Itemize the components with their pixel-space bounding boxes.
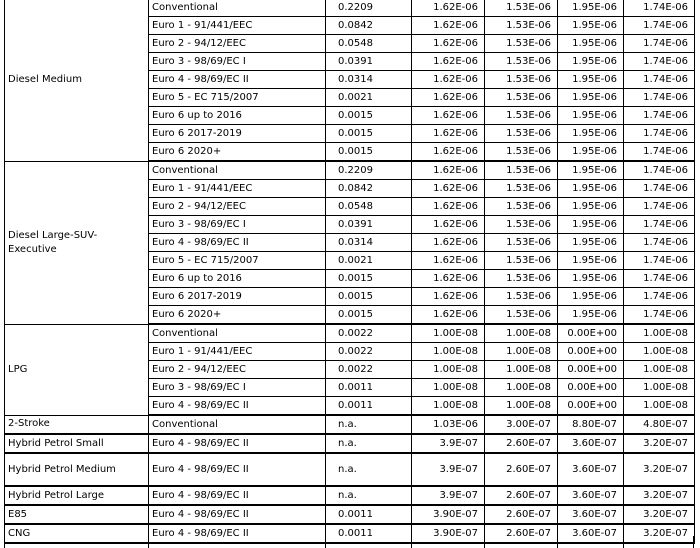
value-cell: 1.74E-06	[624, 143, 695, 162]
standard-cell: Conventional	[149, 0, 326, 17]
table-row	[5, 415, 695, 434]
value-cell: 1.74E-06	[624, 288, 695, 306]
value-cell: 1.53E-06	[485, 161, 558, 180]
vehicle-category-cell: E85	[5, 505, 149, 524]
value-cell: 3.20E-07	[624, 453, 695, 486]
value-cell: 1.62E-06	[412, 234, 485, 252]
value-cell: 1.00E-08	[412, 324, 485, 343]
standard-cell: Euro 4 - 98/69/EC II	[149, 71, 326, 89]
value-cell: 1.53E-06	[485, 71, 558, 89]
standard-cell: Euro 2 - 94/12/EEC	[149, 35, 326, 53]
value-cell: 1.00E-08	[412, 343, 485, 361]
standard-cell: Conventional	[149, 324, 326, 343]
value-cell: 1.00E-08	[624, 379, 695, 397]
standard-cell: Euro 4 - 98/69/EC II	[149, 524, 326, 543]
value-cell: 1.53E-06	[485, 35, 558, 53]
table-row	[5, 486, 695, 505]
factor-cell: 0.0015	[326, 107, 412, 125]
value-cell: 1.53E-06	[485, 180, 558, 198]
value-cell: 3.90E-07	[412, 524, 485, 543]
vehicle-category-cell: LPG	[5, 324, 149, 415]
value-cell: 1.95E-06	[558, 125, 624, 143]
value-cell: 1.74E-06	[624, 216, 695, 234]
value-cell: 4.80E-07	[624, 415, 695, 434]
value-cell: 1.74E-06	[624, 161, 695, 180]
factor-cell: n.a.	[326, 434, 412, 453]
vehicle-category-cell: Hybrid Petrol Medium	[5, 453, 149, 486]
factor-cell: 0.0548	[326, 198, 412, 216]
value-cell: 1.62E-06	[412, 35, 485, 53]
value-cell: 0.00E+00	[558, 343, 624, 361]
factor-cell: 0.0391	[326, 216, 412, 234]
value-cell: 1.95E-06	[558, 107, 624, 125]
value-cell: 3.9E-07	[412, 486, 485, 505]
value-cell: 1.62E-06	[412, 270, 485, 288]
value-cell: 1.53E-06	[485, 125, 558, 143]
value-cell: 0.00E+00	[558, 324, 624, 343]
factor-cell: 0.0015	[326, 270, 412, 288]
vehicle-category-cell: Hybrid Petrol Small	[5, 434, 149, 453]
value-cell: 1.00E-08	[485, 361, 558, 379]
factor-cell: 0.0021	[326, 89, 412, 107]
value-cell: 1.62E-06	[412, 198, 485, 216]
value-cell: 3.90E-07	[412, 505, 485, 524]
value-cell: 2.60E-07	[485, 486, 558, 505]
value-cell: 1.62E-06	[412, 0, 485, 17]
value-cell: 1.95E-06	[558, 161, 624, 180]
value-cell: 1.95E-06	[558, 270, 624, 288]
value-cell: 1.62E-06	[412, 107, 485, 125]
standard-cell: Euro 3 - 98/69/EC I	[149, 379, 326, 397]
factor-cell: 0.0391	[326, 53, 412, 71]
factor-cell: 0.0011	[326, 524, 412, 543]
standard-cell: Euro 4 - 98/69/EC II	[149, 505, 326, 524]
value-cell: 1.74E-06	[624, 234, 695, 252]
value-cell: 2.60E-07	[485, 505, 558, 524]
value-cell: 1.62E-06	[412, 161, 485, 180]
standard-cell: Euro 4 - 98/69/EC II	[149, 434, 326, 453]
value-cell: 1.00E-08	[624, 397, 695, 416]
factor-cell: 0.0842	[326, 180, 412, 198]
value-cell: 1.74E-06	[624, 71, 695, 89]
table-row	[5, 434, 695, 453]
value-cell: 1.00E-08	[412, 361, 485, 379]
value-cell: 1.03E-06	[412, 415, 485, 434]
value-cell: 1.74E-06	[624, 306, 695, 325]
factor-cell: 0.0015	[326, 306, 412, 325]
value-cell: 1.53E-06	[485, 234, 558, 252]
standard-cell: Euro 2 - 94/12/EEC	[149, 198, 326, 216]
vehicle-category-cell: CNG	[5, 524, 149, 543]
value-cell: 1.53E-06	[485, 107, 558, 125]
standard-cell: Euro 1 - 91/441/EEC	[149, 343, 326, 361]
emission-factor-table-container	[4, 0, 694, 544]
factor-cell: 0.0011	[326, 505, 412, 524]
value-cell: 1.53E-06	[485, 17, 558, 35]
factor-cell: 0.0548	[326, 35, 412, 53]
factor-cell: 0.0022	[326, 343, 412, 361]
factor-cell: 0.2209	[326, 0, 412, 17]
value-cell: 1.62E-06	[412, 216, 485, 234]
value-cell: 1.95E-06	[558, 71, 624, 89]
factor-cell: n.a.	[326, 486, 412, 505]
standard-cell: Euro 4 - 98/69/EC II	[149, 397, 326, 416]
value-cell: 1.95E-06	[558, 143, 624, 162]
value-cell: 1.62E-06	[412, 180, 485, 198]
value-cell: 1.74E-06	[624, 252, 695, 270]
value-cell: 1.00E-08	[624, 324, 695, 343]
standard-cell: Euro 3 - 98/69/EC I	[149, 216, 326, 234]
factor-cell: 0.0015	[326, 288, 412, 306]
value-cell: 2.60E-07	[485, 453, 558, 486]
table-row	[5, 161, 695, 180]
factor-cell: n.a.	[326, 453, 412, 486]
value-cell: 1.62E-06	[412, 71, 485, 89]
standard-cell: Euro 4 - 98/69/EC II	[149, 453, 326, 486]
value-cell: 1.53E-06	[485, 53, 558, 71]
value-cell: 1.95E-06	[558, 53, 624, 71]
value-cell: 1.95E-06	[558, 198, 624, 216]
table-row	[5, 324, 695, 343]
standard-cell: Euro 4 - 98/69/EC II	[149, 486, 326, 505]
value-cell: 1.00E-08	[485, 397, 558, 416]
value-cell: 1.74E-06	[624, 53, 695, 71]
value-cell: 1.95E-06	[558, 35, 624, 53]
factor-cell: 0.0015	[326, 125, 412, 143]
standard-cell: Euro 6 2017-2019	[149, 125, 326, 143]
value-cell: 1.00E-08	[485, 324, 558, 343]
value-cell: 1.53E-06	[485, 143, 558, 162]
value-cell: 1.62E-06	[412, 53, 485, 71]
value-cell: 1.00E-08	[412, 397, 485, 416]
standard-cell: Euro 6 2017-2019	[149, 288, 326, 306]
value-cell: 1.00E-08	[485, 379, 558, 397]
value-cell: 1.95E-06	[558, 180, 624, 198]
value-cell: 1.95E-06	[558, 17, 624, 35]
value-cell: 3.9E-07	[412, 434, 485, 453]
value-cell: 3.20E-07	[624, 505, 695, 524]
value-cell: 1.95E-06	[558, 0, 624, 17]
standard-cell: Euro 6 2020+	[149, 306, 326, 325]
value-cell: 1.95E-06	[558, 288, 624, 306]
standard-cell: Euro 2 - 94/12/EEC	[149, 361, 326, 379]
value-cell: 1.00E-08	[485, 343, 558, 361]
standard-cell: Euro 5 - EC 715/2007	[149, 89, 326, 107]
value-cell: 0.00E+00	[558, 361, 624, 379]
value-cell: 3.60E-07	[558, 453, 624, 486]
value-cell: 1.74E-06	[624, 125, 695, 143]
value-cell: 1.53E-06	[485, 306, 558, 325]
vehicle-category-cell: Hybrid Petrol Large	[5, 486, 149, 505]
value-cell: 1.95E-06	[558, 234, 624, 252]
value-cell: 3.20E-07	[624, 434, 695, 453]
value-cell: 1.62E-06	[412, 125, 485, 143]
value-cell: 1.74E-06	[624, 107, 695, 125]
value-cell: 1.62E-06	[412, 306, 485, 325]
factor-cell: 0.0022	[326, 324, 412, 343]
standard-cell: Euro 3 - 98/69/EC I	[149, 53, 326, 71]
standard-cell: Euro 6 up to 2016	[149, 270, 326, 288]
factor-cell: n.a.	[326, 415, 412, 434]
value-cell: 1.74E-06	[624, 270, 695, 288]
table-body	[5, 0, 695, 543]
value-cell: 3.9E-07	[412, 453, 485, 486]
emission-factor-table	[4, 0, 695, 544]
value-cell: 3.20E-07	[624, 486, 695, 505]
value-cell: 2.60E-07	[485, 434, 558, 453]
value-cell: 1.74E-06	[624, 17, 695, 35]
value-cell: 1.95E-06	[558, 306, 624, 325]
value-cell: 3.60E-07	[558, 524, 624, 543]
value-cell: 0.00E+00	[558, 397, 624, 416]
table-row	[5, 0, 695, 17]
vehicle-category-cell: 2-Stroke	[5, 415, 149, 434]
value-cell: 3.00E-07	[485, 415, 558, 434]
factor-cell: 0.0021	[326, 252, 412, 270]
factor-cell: 0.0314	[326, 71, 412, 89]
standard-cell: Euro 6 up to 2016	[149, 107, 326, 125]
vehicle-category-cell: Diesel Medium	[5, 0, 149, 161]
value-cell: 1.53E-06	[485, 216, 558, 234]
value-cell: 1.74E-06	[624, 35, 695, 53]
value-cell: 1.53E-06	[485, 89, 558, 107]
value-cell: 1.74E-06	[624, 89, 695, 107]
table-row	[5, 505, 695, 524]
standard-cell: Euro 1 - 91/441/EEC	[149, 17, 326, 35]
value-cell: 1.62E-06	[412, 17, 485, 35]
factor-cell: 0.0015	[326, 143, 412, 162]
value-cell: 1.53E-06	[485, 288, 558, 306]
table-row	[5, 453, 695, 486]
value-cell: 1.62E-06	[412, 288, 485, 306]
standard-cell: Euro 6 2020+	[149, 143, 326, 162]
value-cell: 1.74E-06	[624, 0, 695, 17]
value-cell: 1.00E-08	[624, 361, 695, 379]
value-cell: 1.53E-06	[485, 0, 558, 17]
factor-cell: 0.0011	[326, 397, 412, 416]
value-cell: 1.95E-06	[558, 216, 624, 234]
value-cell: 1.53E-06	[485, 198, 558, 216]
factor-cell: 0.0011	[326, 379, 412, 397]
value-cell: 1.62E-06	[412, 252, 485, 270]
standard-cell: Conventional	[149, 415, 326, 434]
value-cell: 1.53E-06	[485, 270, 558, 288]
value-cell: 3.60E-07	[558, 486, 624, 505]
value-cell: 1.00E-08	[624, 343, 695, 361]
factor-cell: 0.0022	[326, 361, 412, 379]
value-cell: 3.60E-07	[558, 505, 624, 524]
value-cell: 3.60E-07	[558, 434, 624, 453]
value-cell: 1.74E-06	[624, 198, 695, 216]
value-cell: 8.80E-07	[558, 415, 624, 434]
factor-cell: 0.0842	[326, 17, 412, 35]
value-cell: 2.60E-07	[485, 524, 558, 543]
standard-cell: Euro 5 - EC 715/2007	[149, 252, 326, 270]
value-cell: 1.00E-08	[412, 379, 485, 397]
value-cell: 1.95E-06	[558, 89, 624, 107]
value-cell: 0.00E+00	[558, 379, 624, 397]
value-cell: 3.20E-07	[624, 524, 695, 543]
value-cell: 1.53E-06	[485, 252, 558, 270]
value-cell: 1.74E-06	[624, 180, 695, 198]
factor-cell: 0.0314	[326, 234, 412, 252]
factor-cell: 0.2209	[326, 161, 412, 180]
vehicle-category-cell: Diesel Large-SUV-Executive	[5, 161, 149, 324]
value-cell: 1.62E-06	[412, 89, 485, 107]
standard-cell: Euro 4 - 98/69/EC II	[149, 234, 326, 252]
standard-cell: Euro 1 - 91/441/EEC	[149, 180, 326, 198]
value-cell: 1.62E-06	[412, 143, 485, 162]
table-continuation-lines	[4, 536, 694, 548]
standard-cell: Conventional	[149, 161, 326, 180]
value-cell: 1.95E-06	[558, 252, 624, 270]
